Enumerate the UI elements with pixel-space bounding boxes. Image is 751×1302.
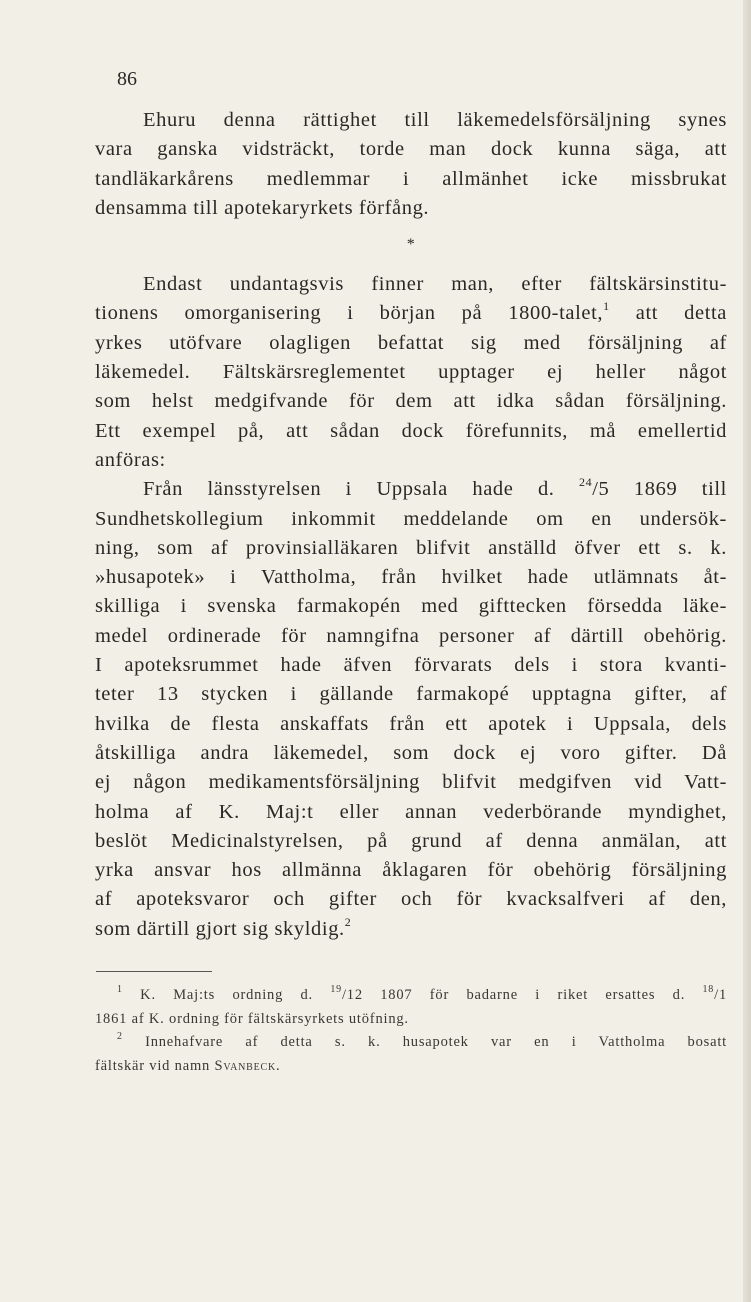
text-line: Endast undantagsvis finner man, efter fältskärsinstitu- [143, 273, 727, 296]
text-line: medel ordinerade för namngifna personer af därtill obehörig. [95, 624, 727, 647]
text-segment: tionens omorganisering i början på 1800-talet, [95, 302, 604, 325]
text-segment: 1807 för badarne i riket ersattes d. [362, 987, 703, 1003]
text-segment: 1869 till [609, 478, 727, 501]
text-line: åtskilliga andra läkemedel, som dock ej voro gifter. Då [95, 741, 727, 764]
text-line: Sundhetskollegium inkommit meddelande om en undersök- [95, 507, 727, 530]
page-number: 86 [117, 68, 137, 90]
person-name: Svanbeck [214, 1057, 277, 1074]
text-line: skilliga i svenska farmakopén med gifttecken försedda läke- [95, 595, 727, 618]
text-segment: som därtill gjort sig skyldig. [95, 917, 345, 940]
text-segment: att detta [609, 302, 727, 325]
text-line: som helst medgifvande för dem att idka sådan försäljning. [95, 390, 727, 413]
footnote-line [95, 1055, 727, 1079]
date-denominator: /5 [592, 478, 610, 501]
footnote-marker: 1 [117, 984, 123, 995]
text-line: vara ganska vidsträckt, torde man dock kunna säga, att [95, 138, 727, 161]
body-text [95, 106, 727, 944]
text-line: läkemedel. Fältskärsreglementet upptager ej heller något [95, 361, 727, 384]
text-line [95, 915, 727, 944]
text-line: I apoteksrummet hade äfven förvarats dels i stora kvanti- [95, 654, 727, 677]
page-edge [743, 0, 751, 1302]
text-segment: Från länsstyrelsen i Uppsala hade d. [143, 478, 580, 501]
text-line: Ehuru denna rättighet till läkemedelsförsäljning synes [143, 109, 727, 131]
text-line: holma af K. Maj:t eller annan vederbörande myndighet, [95, 800, 727, 823]
date-numerator: 19 [330, 984, 342, 995]
text-line: Ett exempel på, att sådan dock förefunnits, må emellertid [95, 419, 727, 442]
text-line: yrka ansvar hos allmänna åklagaren för obehörig försäljning [95, 859, 727, 882]
date-numerator: 24 [579, 475, 593, 490]
date-numerator: 18 [702, 984, 715, 995]
text-line: anföras: [95, 448, 166, 471]
text-line: ning, som af provinsialläkaren blifvit anställd öfver ett s. k. [95, 536, 727, 559]
text-line: yrkes utöfvare olagligen befattat sig med försäljning af [95, 331, 727, 354]
date-denominator: /12 [341, 987, 363, 1003]
text-line: »husapotek» i Vattholma, från hvilket hade utlämnats åt- [95, 566, 727, 589]
text-segment: K. Maj:ts ordning d. [140, 987, 331, 1003]
footnote-divider [96, 971, 212, 972]
text-segment: fältskär vid namn [95, 1057, 215, 1074]
section-separator: * [406, 236, 416, 254]
text-line: teter 13 stycken i gällande farmakopé upptagna gifter, af [95, 683, 727, 706]
text-line: tandläkarkårens medlemmar i allmänhet icke missbrukat [95, 167, 727, 190]
text-line: af apoteksvaror och gifter och för kvacksalfveri af den, [95, 888, 727, 911]
text-line: hvilka de flesta anskaffats från ett apotek i Uppsala, dels [95, 712, 727, 735]
footnote-line: 1861 af K. ordning för fältskärsyrkets utöfning. [95, 1010, 409, 1027]
footnote-ref: 1 [603, 299, 610, 314]
footnote-ref: 2 [344, 914, 352, 929]
text-line [95, 299, 727, 328]
footnote-marker: 2 [117, 1031, 123, 1042]
text-segment: . [276, 1057, 281, 1074]
footnotes [95, 984, 727, 1078]
text-line: densamma till apotekaryrkets förfång. [95, 196, 430, 219]
text-line: beslöt Medicinalstyrelsen, på grund af denna anmälan, att [95, 829, 727, 852]
text-segment: Innehafvare af detta s. k. husapotek var en i Vattholma bosatt [145, 1034, 727, 1050]
date-denominator: /1 [714, 987, 727, 1003]
footnote-line [95, 1031, 727, 1055]
footnote-line [95, 984, 727, 1008]
text-line: ej någon medikamentsförsäljning blifvit medgifven vid Vatt- [95, 771, 727, 794]
text-line [95, 475, 727, 504]
